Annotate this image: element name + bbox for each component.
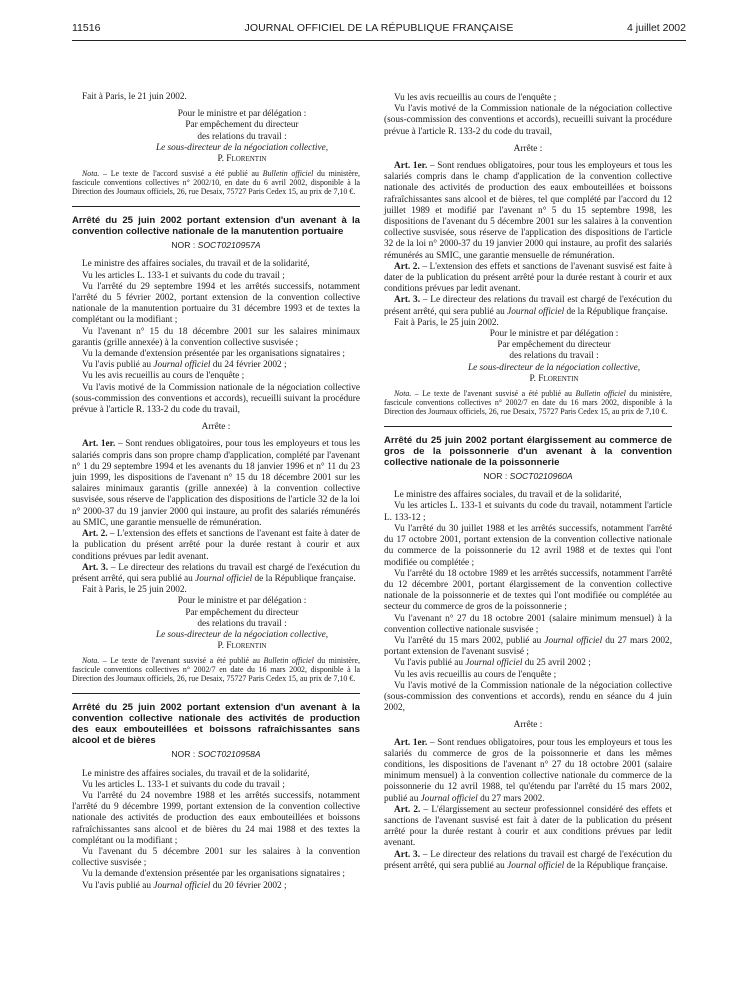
article-text: – L'extension des effets et sanctions de l'avenant susvisé est faite à dater de la publication du présent arrêté pour la durée restant à courir et aux conditions prévues par ledit avenant. — [384, 261, 673, 295]
nor-reference — [72, 749, 360, 760]
article-label: Art. 2. — [394, 261, 420, 272]
decree-title: Arrêté du 25 juin 2002 portant élargissement au commerce de gros de la poissonnerie d'un avenant à la convention collective nationale de la poissonnerie — [384, 435, 672, 469]
text-italic: Journal officiel — [465, 658, 523, 669]
signature-line: Le sous-directeur de la négociation collective, — [467, 362, 641, 373]
preamble-line: Vu la demande d'extension présentée par les organisations signataires ; — [82, 869, 345, 880]
signature-line: Pour le ministre et par délégation : — [489, 329, 619, 340]
preamble-line: Vu l'arrêté du 30 juillet 1988 et les arrêtés successifs, notamment l'arrêté du 17 octobre 2001, portant extension de la convention collective nationale du commerce de la poissonnerie du 12 avril 1988 et de textes qui l'ont modifiée ou complétée ; — [384, 523, 672, 568]
signing-place-date: Fait à Paris, le 25 juin 2002. — [394, 317, 499, 328]
text-segment: Vu l'avis publié au — [394, 658, 464, 669]
signature-line: Par empêchement du directeur — [185, 120, 299, 131]
signature-line: Par empêchement du directeur — [185, 607, 299, 618]
article-text: – L'élargissement au secteur professionnel considéré des effets et sanctions de l'avenant susvisé est fait à dater de la publication du présent arrêté pour la durée restant à courir et aux conditions prévues par ledit avenant. — [384, 804, 673, 849]
article — [384, 805, 672, 850]
signatory-name: P. Florentin — [217, 154, 267, 165]
signing-place-date: Fait à Paris, le 21 juin 2002. — [82, 92, 187, 102]
preamble-line: Le ministre des affaires sociales, du travail et de la solidarité, — [82, 768, 310, 779]
preamble-line: Vu l'avis motivé de la Commission nationale de la négociation collective (sous-commission des conventions et accords), recueilli suivant la procédure prévue à l'article R. 133-2 du code du travail, — [72, 382, 360, 416]
preamble-line: Vu l'avis motivé de la Commission nationale de la négociation collective (sous-commission des conventions et accords), recueilli suivant la procédure prévue à l'article R. 133-2 du code du travail, — [384, 104, 672, 137]
nota — [384, 389, 672, 416]
signature-line: des relations du travail : — [509, 351, 599, 362]
text-segment: Vu l'avis publié au — [82, 880, 152, 891]
article-text: – Sont rendues obligatoires, pour tous les employeurs et tous les salariés compris dans le champ d'application de la convention collective nationale des activités de production des eaux embouteillées et boissons rafraîchissantes sans alcool et de bières, tel que complété par l'accord du 12 juillet 1989 et modifié par l'avenant n° 5 du 15 septembre 1998, les dispositions de l'avenant du 5 décembre 2001 sur les salaires à la convention collective susvisée, sous réserve de l'application des dispositions de l'article 32 de la loi n° 2000-37 du 19 janvier 2000 qui instaure, au profit des salariés rémunérés au SMIC, une garantie mensuelle de rémunération. — [384, 161, 672, 261]
nota-label: Nota. – — [82, 656, 107, 666]
article — [384, 161, 672, 262]
preamble-line: Vu la demande d'extension présentée par les organisations signataires ; — [82, 349, 345, 360]
preamble-line: Vu les avis recueillis au cours de l'enquête ; — [394, 93, 557, 103]
preamble-line: Vu les articles L. 133-1 et suivants du code du travail ; — [82, 270, 285, 281]
text-italic: Journal officiel — [507, 306, 565, 317]
text-italic: Journal officiel — [544, 635, 603, 646]
signatory-name: P. Florentin — [217, 641, 267, 652]
preamble-line: Vu l'avenant n° 15 du 18 décembre 2001 sur les salaires minimaux garantis (grille annexée) à la convention collective susvisée ; — [72, 326, 360, 348]
article — [72, 529, 360, 563]
preamble-line: Vu l'arrêté du 29 septembre 1994 et les arrêtés successifs, notamment l'arrêté du 5 février 2002, portant extension de la convention collective nationale de la manutention portuaire du 31 décembre 1993 et de textes la complétant ou la modifiant ; — [72, 281, 360, 326]
text-segment: Vu l'avis publié au — [82, 360, 152, 371]
article-text: – Sont rendues obligatoires, pour tous les employeurs et tous les salariés du commerce de gros de la poissonnerie et dans les mêmes conditions, les dispositions de l'avenant n° 27 du 18 octobre 2001 (salaire minimum mensuel) à la convention collective nationale du commerce de la poissonnerie du 12 avril 1988, tel qu'étendu par l'arrêté du 15 mars 2002, publié au — [384, 737, 672, 804]
issue-date: 4 juillet 2002 — [627, 22, 686, 34]
nota-label: Nota. – — [82, 169, 107, 179]
preamble-line — [384, 658, 672, 669]
preamble-line: Vu les avis recueillis au cours de l'enquête ; — [82, 371, 245, 382]
preamble-line: Vu l'avis motivé de la Commission nationale de la négociation collective (sous-commission des conventions et accords), rendu en séance du 4 juin 2002, — [384, 680, 672, 714]
article-text: – Le directeur des relations du travail est chargé de l'exécution du présent arrêté, qui sera publié au — [72, 562, 361, 584]
article-text: de la République française. — [254, 573, 356, 584]
article-text: du 27 mars 2002. — [480, 793, 545, 804]
preamble-line — [384, 636, 672, 658]
article-text: – L'extension des effets et sanctions de l'avenant est faite à dater de la publication du présent arrêté pour la durée restant à courir et aux conditions prévues par ledit avenant. — [72, 529, 361, 562]
signature-line: Par empêchement du directeur — [497, 340, 611, 351]
article — [72, 563, 360, 585]
page-number: 11516 — [72, 22, 101, 34]
signature-line: Le sous-directeur de la négociation collective, — [155, 142, 329, 153]
preamble-line: Vu l'arrêté du 24 novembre 1988 et les arrêtés successifs, notamment l'arrêté du 9 décembre 1999, portant extension de la convention collective nationale des activités de production des eaux embouteillées et boissons rafraîchissantes sans alcool et de bières du 24 mai 1988 et des textes la complétant ou la modifiant ; — [72, 790, 360, 846]
article-text: – Le directeur des relations du travail est chargé de l'exécution du présent arrêté, qui sera publié au — [384, 849, 673, 871]
article-text: – Le directeur des relations du travail est chargé de l'exécution du présent arrêté, qui sera publié au — [384, 295, 673, 317]
preamble-line — [72, 360, 360, 371]
nota-italic: Bulletin officiel — [263, 656, 314, 666]
preamble-line: Vu les articles L. 133-1 et suivants du code du travail, notamment l'article L. 133-12 ; — [384, 501, 672, 523]
article — [384, 262, 672, 296]
nota — [72, 169, 360, 196]
text-segment: du 20 février 2002 ; — [212, 880, 287, 891]
article-label: Art. 2. — [394, 804, 421, 815]
article — [72, 439, 360, 529]
preamble-line: Vu l'avenant n° 27 du 18 octobre 2001 (salaire minimum mensuel) à la convention collective nationale susvisée ; — [384, 613, 672, 635]
preamble-line: Le ministre des affaires sociales, du travail et de la solidarité, — [394, 490, 622, 501]
nota-italic: Bulletin officiel — [262, 169, 314, 179]
preamble-line — [72, 881, 360, 892]
preamble-line: Vu l'arrêté du 18 octobre 1989 et les arrêtés successifs, notamment l'arrêté du 12 décembre 2001, portant élargissement de la convention collective nationale de la poissonnerie et de textes qui l'ont modifiée ou complétée au secteur du commerce de gros de la poissonnerie ; — [384, 568, 672, 613]
signature-line: Le sous-directeur de la négociation collective, — [155, 629, 329, 640]
text-segment: du 27 mars 2002, portant extension de l'avenant susvisé ; — [384, 635, 673, 658]
article — [384, 738, 672, 805]
article-text: de la République française. — [566, 306, 668, 317]
text-italic: Journal officiel — [153, 880, 211, 891]
article-label: Art. 3. — [394, 849, 421, 860]
section-divider — [72, 693, 360, 694]
article-label: Art. 3. — [82, 562, 109, 573]
nota-italic: Bulletin officiel — [575, 389, 626, 399]
decree-title: Arrêté du 25 juin 2002 portant extension d'un avenant à la convention collective nationale de la manutention portuaire — [72, 215, 360, 238]
journal-title: JOURNAL OFFICIEL DE LA RÉPUBLIQUE FRANÇAISE — [244, 22, 514, 34]
nota-text: du ministère, fascicule conventions collectives n° 2002/7 en date du 16 mars 2002, disponible à la Direction des Journaux officiels, 26, rue Desaix, 75727 Paris Cedex 15, au prix de 7,10 €. — [72, 656, 360, 684]
article-label: Art. 1er. — [394, 161, 428, 172]
page-header — [72, 18, 686, 41]
nor-reference — [72, 240, 360, 251]
nota-text: Le texte de l'avenant susvisé a été publié au — [110, 656, 260, 666]
text-italic: Journal officiel — [153, 360, 211, 371]
nota-label: Nota. – — [394, 389, 419, 399]
preamble-line: Vu les articles L. 133-1 et suivants du code du travail ; — [82, 779, 285, 790]
signature-line: Pour le ministre et par délégation : — [177, 596, 307, 607]
text-italic: Journal officiel — [195, 573, 253, 584]
nota-text: Le texte de l'avenant susvisé a été publié au — [422, 389, 572, 399]
nor-code: SOCT0210957A — [197, 240, 261, 251]
article-label: Art. 1er. — [82, 439, 116, 450]
nota — [72, 656, 360, 683]
preamble-line: Le ministre des affaires sociales, du travail et de la solidarité, — [82, 259, 310, 270]
nota-text: du ministère, fascicule conventions collectives n° 2002/10, en date du 6 avril 2002, disponible à la Direction des Journaux officiels, 26, rue Desaix, 75727 Paris Cedex 15, au prix de 7,10 €. — [72, 169, 360, 197]
signatory-name: P. Florentin — [529, 373, 579, 384]
left-column — [72, 92, 360, 892]
preamble-line: Vu les avis recueillis au cours de l'enquête ; — [394, 669, 557, 680]
nor-reference — [384, 471, 672, 482]
arrete-heading: Arrête : — [513, 720, 543, 731]
text-italic: Journal officiel — [507, 860, 565, 871]
right-column — [384, 93, 672, 872]
signature-line: des relations du travail : — [197, 618, 287, 629]
nota-text: Le texte de l'accord susvisé a été publié au — [110, 169, 259, 179]
article-label: Art. 2. — [82, 529, 108, 540]
arrete-heading: Arrête : — [201, 422, 231, 433]
article-label: Art. 3. — [394, 295, 421, 306]
article-text: – Sont rendues obligatoires, pour tous les employeurs et tous les salariés compris dans son propre champ d'application, complété par l'avenant n° 1 du 29 septembre 1994 et les avenants du 18 janvier 1996 et n° 11 du 23 juin 1999, les dispositions de l'avenant n° 15 du 18 décembre 2001 sur les salaires minimaux garantis (grille annexée) à la convention collective susvisée, sous réserve de l'application des dispositions de l'article 32 de la loi n° 2000-37 du 19 janvier 2000 qui instaure, au profit des salariés rémunérés au SMIC, une garantie mensuelle de rémunération. — [72, 439, 360, 528]
nor-label: NOR : — [171, 749, 196, 760]
section-divider — [384, 426, 672, 427]
section-divider — [72, 206, 360, 207]
text-segment: du 25 avril 2002 ; — [524, 658, 591, 669]
nor-code: SOCT0210960A — [509, 471, 573, 482]
nor-code: SOCT0210958A — [197, 749, 261, 760]
nor-label: NOR : — [483, 471, 508, 482]
signing-place-date: Fait à Paris, le 25 juin 2002. — [82, 585, 187, 596]
signature-line: Pour le ministre et par délégation : — [177, 109, 307, 120]
text-segment: du 24 février 2002 ; — [212, 360, 287, 371]
nor-label: NOR : — [171, 240, 196, 251]
text-italic: Journal officiel — [420, 793, 478, 804]
article — [384, 295, 672, 317]
arrete-heading: Arrête : — [513, 143, 543, 154]
preamble-line: Vu l'avenant du 5 décembre 2001 sur les salaires à la convention collective susvisée ; — [72, 846, 360, 869]
nota-text: du ministère, fascicule conventions collectives n° 2002/7 en date du 16 mars 2002, disponible à la Direction des Journaux officiels, 26, rue Desaix, 75727 Paris Cedex 15, au prix de 7,10 €. — [384, 389, 672, 417]
article-text: de la République française. — [566, 860, 668, 871]
signature-line: des relations du travail : — [197, 131, 287, 142]
article-label: Art. 1er. — [394, 737, 428, 748]
article — [384, 850, 672, 872]
text-segment: Vu l'arrêté du 15 mars 2002, publié au — [394, 635, 542, 646]
decree-title: Arrêté du 25 juin 2002 portant extension d'un avenant à la convention collective nationale des activités de production des eaux embouteillées et boissons rafraîchissantes sans alcool et de bières — [72, 702, 360, 747]
